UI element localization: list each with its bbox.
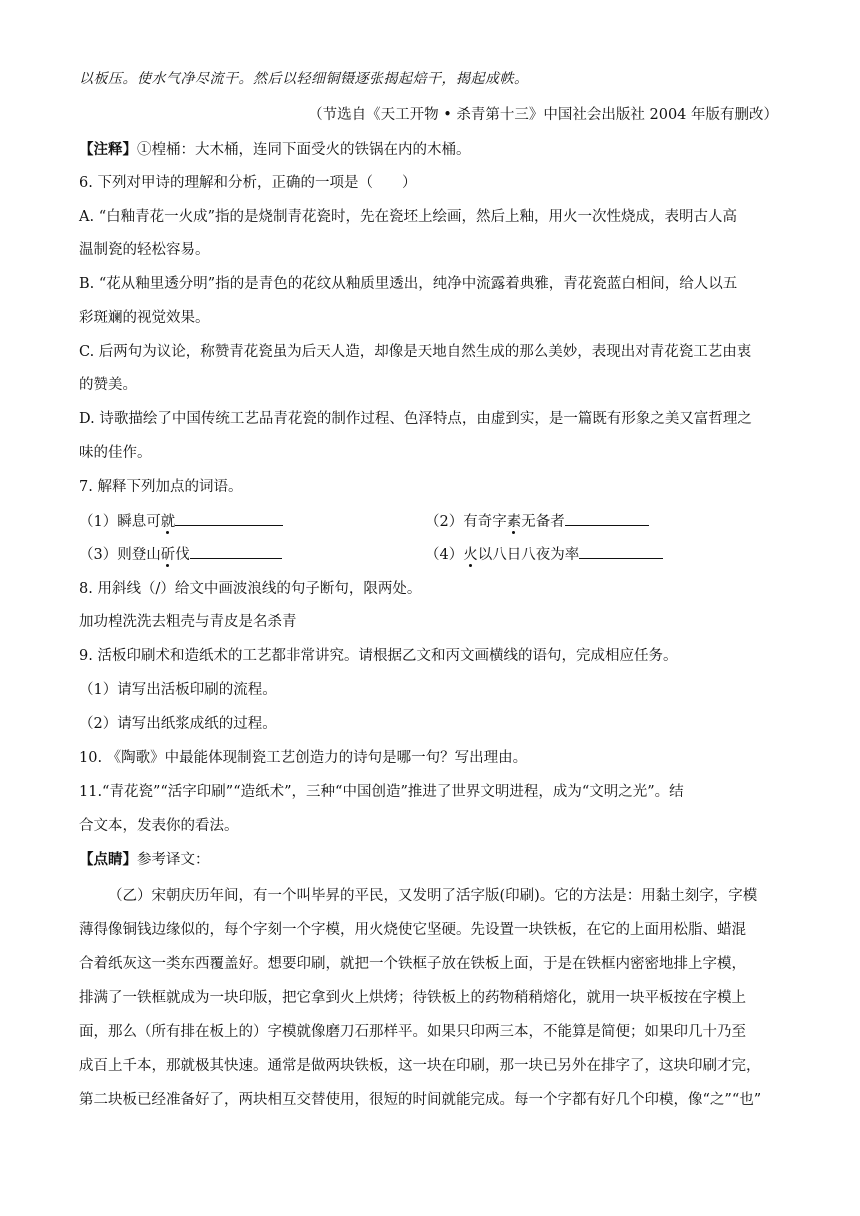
translation-line: 薄得像铜钱边缘似的，每个字刻一个字模，用火烧使它坚硬。先设置一块铁板，在它的上面用松脂、蜡混 [79, 922, 746, 938]
question-7-item-3: （3）则登山斫伐 [79, 543, 282, 566]
question-11-line2: 合文本，发表你的看法。 [79, 818, 239, 834]
translation-line: 面，那么（所有排在板上的）字模就像磨刀石那样平。如果只印两三本，不能算是简便；如果印几十乃至 [79, 1024, 746, 1040]
question-10: 10. 《陶歌》中最能体现制瓷工艺创造力的诗句是哪一句？写出理由。 [79, 750, 528, 766]
question-11-line1: 11.“青花瓷”“活字印刷”“造纸术”，三种“中国创造”推进了世界文明进程，成为“文明之光”。结 [79, 784, 684, 800]
question-7: 7. 解释下列加点的词语。 [79, 479, 243, 495]
annotation-tag: 【注释】 [79, 141, 137, 158]
translation-line: 成百上千本，那就极其快速。通常是做两块铁板，这一块在印刷，那一块已另外在排字了，这块印刷才完， [79, 1058, 761, 1074]
key-point-header [79, 849, 800, 871]
translation-line: 第二块板已经准备好了，两块相互交替使用，很短的时间就能完成。每一个字都有好几个印模，像“之”“也” [79, 1092, 762, 1108]
question-9-task-1: （1）请写出活板印刷的流程。 [79, 682, 277, 698]
question-8: 8. 用斜线（/）给文中画波浪线的句子断句，限两处。 [79, 581, 422, 597]
question-7-item-1: （1）瞬息可就 [79, 510, 283, 533]
option-a-line1: A. “白釉青花一火成”指的是烧制青花瓷时，先在瓷坯上绘画，然后上釉，用火一次性烧成，表明古人高 [79, 209, 738, 225]
dotted-word: 素 [506, 514, 522, 530]
option-c-line2: 的赞美。 [79, 377, 137, 393]
answer-blank[interactable] [565, 510, 649, 526]
key-point-label: 参考译文： [137, 852, 210, 868]
option-b-line2: 彩斑斓的视觉效果。 [79, 310, 210, 326]
option-a-line2: 温制瓷的轻松容易。 [79, 242, 210, 258]
question-8-sentence: 加功楻洗洗去粗壳与青皮是名杀青 [79, 614, 297, 630]
option-b-line1: B. “花从釉里透分明”指的是青色的花纹从釉质里透出，纯净中流露着典雅，青花瓷蓝白相间，给人以五 [79, 276, 738, 292]
question-9: 9. 活板印刷术和造纸术的工艺都非常讲究。请根据乙文和丙文画横线的语句，完成相应任务。 [79, 648, 678, 664]
answer-blank[interactable] [579, 543, 663, 559]
dotted-word: 斫 [160, 547, 176, 563]
source-citation: （节选自《天工开物 • 杀青第十三》中国社会出版社 2004 年版有删改） [308, 107, 778, 123]
translation-line: 合着纸灰这一类东西覆盖好。想要印刷，就把一个铁框子放在铁板上面，于是在铁框内密密地排上字模， [79, 956, 746, 972]
annotation-text: ①楻桶：大木桶，连同下面受火的铁锅在内的木桶。 [137, 142, 471, 158]
answer-blank[interactable] [190, 543, 282, 559]
annotation-line [79, 139, 800, 161]
translation-line: 排满了一铁框就成为一块印版，把它拿到火上烘烤；待铁板上的药物稍稍熔化，就用一块平板按在字模上 [79, 990, 746, 1006]
question-7-item-4: （4）火以八日八夜为率 [425, 543, 663, 566]
question-6: 6. 下列对甲诗的理解和分析，正确的一项是（ ） [79, 175, 417, 191]
translation-line: （乙）宋朝庆历年间，有一个叫毕昇的平民，又发明了活字版(印刷)。它的方法是：用黏土刻字，字模 [108, 888, 758, 904]
question-9-task-2: （2）请写出纸浆成纸的过程。 [79, 716, 277, 732]
option-d-line1: D. 诗歌描绘了中国传统工艺品青花瓷的制作过程、色泽特点，由虚到实，是一篇既有形象之美又富哲理之 [79, 411, 752, 427]
option-d-line2: 味的佳作。 [79, 445, 152, 461]
question-7-item-2: （2）有奇字素无备者 [425, 510, 649, 533]
option-c-line1: C. 后两句为议论，称赞青花瓷虽为后天人造，却像是天地自然生成的那么美妙，表现出对青花瓷工艺由衷 [79, 344, 752, 360]
answer-blank[interactable] [175, 510, 283, 526]
dotted-word: 就 [160, 514, 176, 530]
key-point-tag: 【点睛】 [79, 851, 137, 868]
dotted-word: 火 [463, 547, 478, 563]
passage-line: 以板压。使水气净尽流干。然后以轻细铜镊逐张揭起焙干，揭起成帙。 [79, 71, 529, 87]
